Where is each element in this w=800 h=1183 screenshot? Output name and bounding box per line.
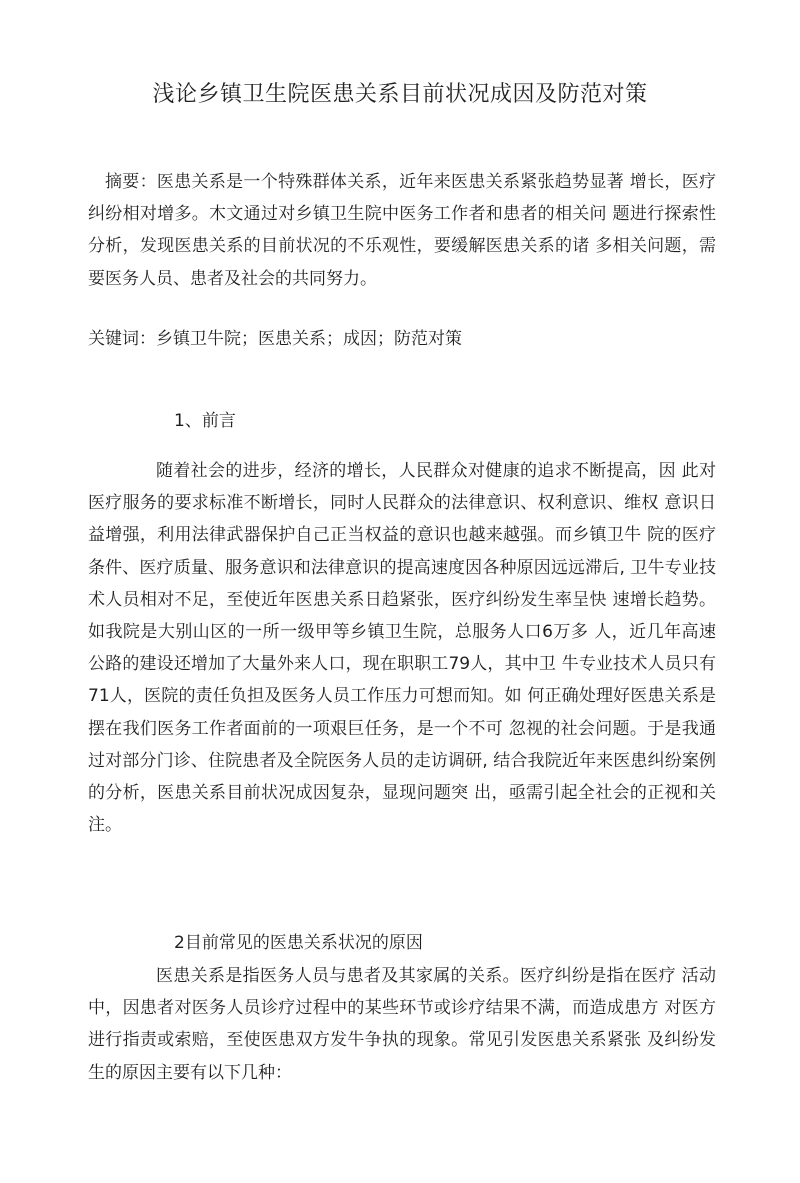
- abstract-paragraph: 摘要：医患关系是一个特殊群体关系，近年来医患关系紧张趋势显著 增长，医疗纠纷相对增多。木文通过对乡镇卫生院中医务工作者和患者的相关问 题进行探索性分析，发现医患关系的目前状况的不乐观性，要缓解医患关系的诸 多相关问题，需要医务人员、患者及社会的共同努力。: [88, 172, 716, 289]
- keywords-line: 关键词：乡镇卫牛院；医患关系；成因；防范对策: [88, 329, 462, 349]
- section-2-body: 医患关系是指医务人员与患者及其家属的关系。医疗纠纷是指在医疗 活动中，因患者对医务人员诊疗过程中的某些环节或诊疗结果不满，而造成患方 对医方进行指责或索赔，至使医患双方发牛争执的现象。常见引发医患关系紧张 及纠纷发生的原因主要有以下几种：: [88, 966, 716, 1083]
- document-title: 浅论乡镇卫生院医患关系目前状况成因及防范对策: [152, 82, 648, 107]
- section-1-body: 随着社会的进步，经济的增长，人民群众对健康的追求不断提高，因 此对医疗服务的要求标准不断增长，同时人民群众的法律意识、权利意识、维权 意识日益增强，利用法律武器保护自己正当权益的意识也越来越强。而乡镇卫牛 院的医疗条件、医疗质量、服务意识和法律意识的提高速度因各种原因远远滞后, 卫牛专业技术人员相对不足，至使近年医患关系日趋紧张，医疗纠纷发生率呈快 速增长趋势。如我院是大别山区的一所一级甲等乡镇卫生院，总服务人口6万多 人，近几年高速公路的建设还增加了大量外来人口，现在职职工79人，其中卫 牛专业技术人员只有71人，医院的责任负担及医务人员工作压力可想而知。如 何正确处理好医患关系是摆在我们医务工作者面前的一项艰巨任务，是一个不可 忽视的社会问题。于是我通过对部分门诊、住院患者及全院医务人员的走访调研, 结合我院近年来医患纠纷案例的分析，医患关系目前状况成因复杂，显现问题突 出，亟需引起全社会的正视和关注。: [88, 461, 716, 836]
- section-2-heading: 2目前常见的医患关系状况的原因: [174, 933, 423, 953]
- section-1-heading: 1、前言: [174, 411, 236, 431]
